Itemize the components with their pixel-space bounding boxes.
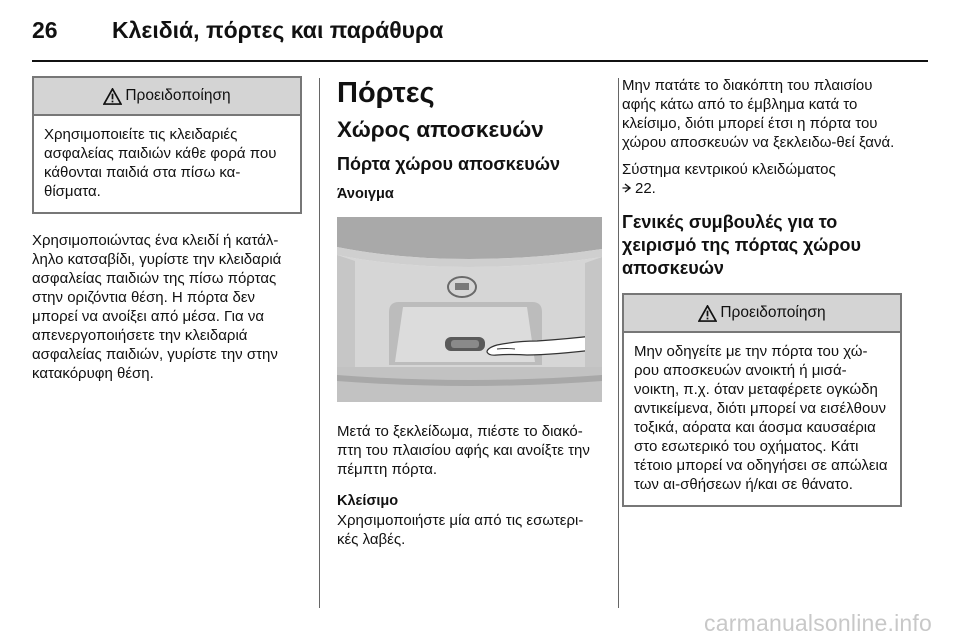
section-heading-doors: Πόρτες [337,77,435,109]
warning-text: Μην οδηγείτε με την πόρτα του χώ-ρου αποσκευών ανοικτή ή μισά-νοικτη, π.χ. όταν μεταφέρετε ογκώδη αντικείμενα, διότι μπορεί να εισέλθουν τοξικά, αόρατα και άοσμα καυσαέρια στο εσωτερικό του οχήματος. Κάτι τέτοιο μπορεί να οδηγήσει σε απώλεια των αι-σθήσεων ή/και σε θάνατο. [634,343,888,493]
warning-box [622,293,902,507]
opening-heading: Άνοιγμα [337,186,394,202]
tailgate-illustration [337,217,602,402]
central-locking-reference [622,160,902,198]
warning-box [32,76,302,214]
section-heading-cargo: Χώρος αποσκευών [337,117,544,142]
header-rule [32,60,928,62]
reference-text: Σύστημα κεντρικού κλειδώματος [622,161,836,178]
closing-text: Χρησιμοποιήστε μία από τις εσωτερι-κές λαβές. [337,512,584,548]
page-reference-arrow-icon [622,179,632,189]
closing-heading: Κλείσιμο [337,493,399,509]
child-lock-paragraph: Χρησιμοποιώντας ένα κλειδί ή κατάλ-ληλο κατσαβίδι, γυρίστε την κλειδαριά ασφαλείας παιδιών της πίσω πόρτας στην οριζόντια θέση. Η πόρτα δεν μπορεί να ανοίξει από μέσα. Για να απενεργοποιήσετε την κλειδαριά ασφαλείας παιδιών, γυρίστε την στην κατακόρυφη θέση. [32,232,282,382]
warning-title: Προειδοποίηση [125,87,231,104]
column-middle [337,76,602,549]
column-right [622,76,902,507]
page-reference[interactable]: 22. [635,180,656,197]
column-divider [319,78,320,608]
page-title: Κλειδιά, πόρτες και παράθυρα [112,16,444,43]
column-left [32,76,302,383]
opening-text: Μετά το ξεκλείδωμα, πιέστε το διακό-πτη του πλαισίου αφής και ανοίξτε την πέμπτη πόρτα. [337,423,590,478]
page-header [32,10,443,50]
warning-triangle-icon [103,88,122,105]
warning-triangle-icon [698,305,717,322]
warning-header [624,295,900,333]
warning-title: Προειδοποίηση [720,304,826,321]
switch-warning-paragraph: Μην πατάτε το διακόπτη του πλαισίου αφής κάτω από το έμβλημα κατά το κλείσιμο, διότι μπορεί έτσι η πόρτα του χώρου αποσκευών να ξεκλειδω-θεί ξανά. [622,77,895,151]
column-divider [618,78,619,608]
general-advice-heading: Γενικές συμβουλές για το χειρισμό της πόρτας χώρου αποσκευών [622,212,861,278]
section-heading-tailgate: Πόρτα χώρου αποσκευών [337,154,560,174]
warning-text: Χρησιμοποιείτε τις κλειδαριές ασφαλείας παιδιών κάθε φορά που κάθονται παιδιά στα πίσω κα-θίσματα. [44,126,277,200]
page-number: 26 [32,16,58,43]
watermark: carmanualsonline.info [704,610,932,636]
warning-header [34,78,300,116]
